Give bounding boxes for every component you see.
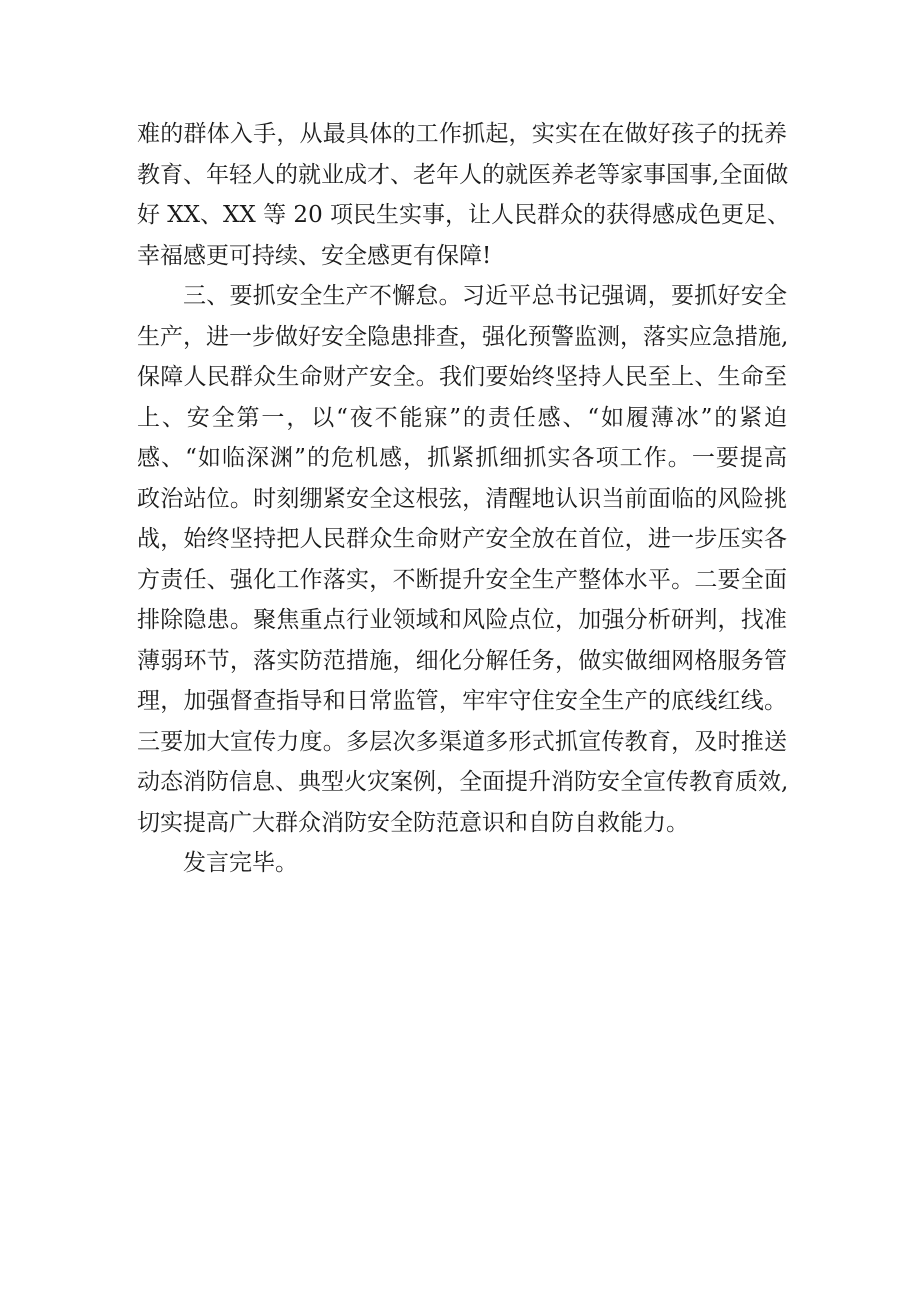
text-line: 感、“如临深渊”的危机感，抓紧抓细抓实各项工作。一要提高 — [137, 445, 787, 471]
text-line: 三要加大宣传力度。多层次多渠道多形式抓宣传教育，及时推送 — [137, 728, 787, 755]
text-line: 难的群体入手，从最具体的工作抓起，实实在在做好孩子的抚养 — [137, 121, 787, 147]
text-line: 理，加强督查指导和日常监管，牢牢守住安全生产的底线红线。 — [137, 688, 787, 714]
text-line: 政治站位。时刻绷紧安全这根弦，清醒地认识当前面临的风险挑 — [137, 485, 787, 512]
text-line: 生产，进一步做好安全隐患排查，强化预警监测，落实应急措施, — [137, 323, 789, 350]
text-line: 战，始终坚持把人民群众生命财产安全放在首位，进一步压实各 — [137, 526, 787, 552]
document-body — [137, 114, 791, 884]
text-line: 方责任、强化工作落实，不断提升安全生产整体水平。二要全面 — [137, 566, 787, 593]
text-line: 保障人民群众生命财产安全。我们要始终坚持人民至上、生命至 — [137, 364, 787, 390]
text-line: 教育、年轻人的就业成才、老年人的就医养老等家事国事,全面做 — [137, 161, 789, 188]
paragraph-2 — [137, 276, 787, 843]
paragraph-1 — [137, 114, 791, 276]
text-line: 幸福感更可持续、安全感更有保障! — [137, 242, 492, 269]
paragraph-3 — [137, 843, 787, 884]
text-line: 切实提高广大群众消防安全防范意识和自防自救能力。 — [137, 809, 689, 836]
text-line: 薄弱环节，落实防范措施，细化分解任务，做实做细网格服务管 — [137, 647, 787, 674]
text-line: 三、要抓安全生产不懈怠。习近平总书记强调，要抓好安全 — [183, 283, 787, 309]
text-line: 动态消防信息、典型火灾案例，全面提升消防安全宣传教育质效, — [137, 769, 789, 795]
text-line: 上、安全第一，以“夜不能寐”的责任感、“如履薄冰”的紧迫 — [137, 404, 787, 431]
text-line: 排除隐患。聚焦重点行业领域和风险点位，加强分析研判，找准 — [137, 607, 787, 633]
text-line: 好 XX、XX 等 20 项民生实事，让人民群众的获得感成色更足、 — [137, 202, 791, 228]
closing-text: 发言完毕。 — [183, 850, 298, 876]
